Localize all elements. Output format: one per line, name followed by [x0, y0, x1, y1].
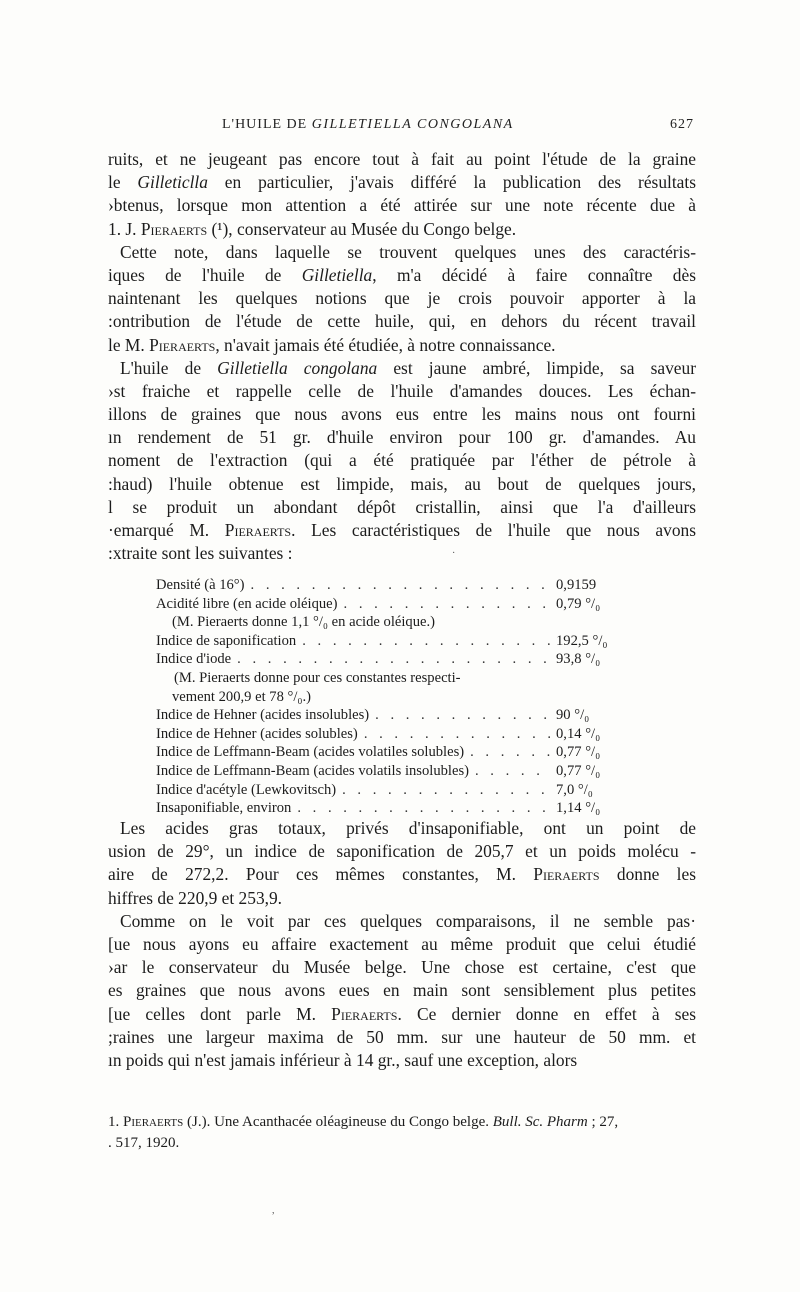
text-run: (¹), conservateur au Musée du Congo belge. [207, 218, 517, 239]
text-run: Bull. Sc. Pharm [492, 1114, 588, 1130]
table-row [156, 799, 626, 818]
print-speck: · [452, 548, 456, 559]
leader-dots [470, 743, 550, 762]
text-run: ;raines une largeur maxima de 50 mm. sur une hauteur de 50 mm. et [108, 1026, 696, 1047]
text-run: :xtraite sont les suivantes : [108, 543, 293, 564]
text-line [108, 496, 696, 519]
text-line [108, 148, 696, 171]
running-title: L'HUILE DE GILLETIELLA CONGOLANA [222, 117, 514, 132]
row-label: Indice de Leffmann-Beam (acides volatils insolubles) [156, 762, 469, 779]
row-value: 93,8 °/₀ [556, 651, 601, 668]
row-value: 90 °/₀ [556, 707, 590, 724]
text-run: Les acides gras totaux, privés d'insaponifiable, ont un point de [120, 818, 696, 838]
text-run: hiffres de 220,9 et 253,9. [108, 887, 283, 908]
text-run: donne les [599, 864, 696, 885]
row-value: 0,9159 [556, 577, 597, 593]
text-line [108, 218, 696, 241]
text-line [108, 887, 696, 910]
text-run: . 517, 1920. [108, 1135, 180, 1151]
table-row [156, 632, 626, 651]
row-label: Acidité libre (en acide oléique) [156, 595, 338, 612]
print-speck: , [272, 1205, 275, 1216]
text-run: , n'avait jamais été étudiée, à notre connaissance. [215, 334, 556, 355]
text-run: ›ar le conservateur du Musée belge. Une chose est certaine, c'est que [108, 957, 696, 978]
text-run: Comme on le voit par ces quelques comparaisons, il ne semble pas· [120, 910, 696, 931]
text-line [108, 473, 696, 496]
row-label: Indice d'iode [156, 651, 232, 668]
text-line [108, 1133, 698, 1154]
leader-dots [475, 762, 550, 781]
row-label: Indice de Hehner (acides insolubles) [156, 707, 370, 724]
table-note: (M. Pieraerts donne pour ces constantes respecti- [174, 669, 461, 686]
text-line [108, 542, 696, 565]
row-value: 0,77 °/₀ [556, 744, 601, 761]
text-run: 1. [108, 1114, 123, 1130]
text-run: aire de 272,2. Pour ces mêmes constantes, M. [108, 864, 534, 885]
text-line [108, 264, 696, 287]
leader-dots [344, 595, 550, 614]
table-row [156, 725, 626, 744]
text-run: . Ce dernier donne en effet à ses [397, 1003, 696, 1024]
text-run: [ue celles dont parle M. [108, 1003, 332, 1024]
text-line [108, 519, 696, 542]
text-line [108, 334, 696, 357]
text-line [108, 380, 696, 403]
row-value: 0,14 °/₀ [556, 725, 601, 742]
text-run: 1. J. [108, 218, 141, 239]
footnote [108, 1112, 698, 1154]
text-run: Cette note, dans laquelle se trouvent quelques unes des caractéris- [120, 241, 696, 262]
text-run: ın poids qui n'est jamais inférieur à 14 gr., sauf une exception, alors [108, 1049, 578, 1070]
text-line [108, 1112, 698, 1133]
text-run: Pieraerts [149, 334, 216, 355]
leader-dots [342, 781, 550, 800]
body-paragraphs [108, 817, 696, 1072]
text-line [108, 979, 696, 1002]
text-line [108, 403, 696, 426]
row-value: 0,79 °/₀ [556, 595, 601, 612]
text-run: illons de graines que nous avons eus entre les mains nous ont fourni [108, 404, 696, 425]
row-label: Densité (à 16°) [156, 577, 245, 593]
text-run: Pieraerts [140, 218, 208, 239]
text-line [108, 1049, 696, 1072]
text-run: Gilletiella [301, 264, 373, 285]
text-line [108, 817, 696, 840]
row-value: 0,77 °/₀ [556, 762, 601, 779]
text-line [108, 287, 696, 310]
text-run: ın rendement de 51 gr. d'huile environ pour 100 gr. d'amandes. Au [108, 427, 696, 448]
row-value: 7,0 °/₀ [556, 781, 593, 798]
text-run: naintenant les quelques notions que je crois pouvoir apporter à la [108, 288, 696, 309]
row-label: Indice de Hehner (acides solubles) [156, 725, 358, 742]
text-run: ; 27, [587, 1114, 619, 1130]
row-value: 1,14 °/₀ [556, 800, 601, 817]
text-run: l se produit un abondant dépôt cristallin, ainsi que l'a d'ailleurs [108, 496, 696, 517]
leader-dots [251, 576, 550, 595]
table-row [156, 576, 626, 595]
row-label: Indice d'acétyle (Lewkovitsch) [156, 781, 337, 798]
row-label: Indice de saponification [156, 632, 297, 649]
text-line [108, 449, 696, 472]
leader-dots [375, 706, 550, 725]
text-run: ›btenus, lorsque mon attention a été attirée sur une note récente due à [108, 195, 696, 216]
text-run: Gilleticlla [137, 172, 208, 193]
text-run: . Les caractéristiques de l'huile que nous avons [291, 520, 696, 540]
table-row [156, 706, 626, 725]
row-label: Insaponifiable, environ [156, 800, 292, 817]
text-line [108, 357, 696, 380]
text-run: Pieraerts [533, 864, 600, 885]
leader-dots [297, 799, 550, 818]
text-line [108, 194, 696, 217]
text-line [108, 933, 696, 956]
text-run: ·emarqué M. [108, 520, 225, 540]
row-label: Indice de Leffmann-Beam (acides volatiles solubles) [156, 744, 465, 761]
row-value: 192,5 °/₀ [556, 632, 608, 649]
text-run: :ontribution de l'étude de cette huile, qui, en dehors du récent travail [108, 311, 696, 332]
text-run: , m'a décidé à faire connaître dès [372, 264, 696, 285]
text-run: (J.). Une Acanthacée oléagineuse du Congo belge. [183, 1114, 493, 1130]
table-row [156, 743, 626, 762]
table-row [156, 650, 626, 669]
text-run: :haud) l'huile obtenue est limpide, mais, au bout de quelques jours, [108, 473, 696, 494]
text-line [108, 310, 696, 333]
intro-paragraphs [108, 148, 696, 565]
page-number: 627 [670, 117, 694, 132]
text-run: ruits, et ne jeugeant pas encore tout à fait au point l'étude de la graine [108, 149, 696, 169]
text-run: le M. [108, 334, 150, 355]
text-run: es graines que nous avons eues en main sont sensiblement plus petites [108, 980, 696, 1001]
text-run: L'huile de [120, 357, 218, 378]
text-line [108, 171, 696, 194]
table-row [156, 781, 626, 800]
text-run: Gilletiella congolana [217, 357, 378, 378]
text-line [108, 840, 696, 863]
text-line [108, 863, 696, 886]
text-run: noment de l'extraction (qui a été pratiquée par l'éther de pétrole à [108, 450, 696, 471]
text-line [108, 1003, 696, 1026]
text-run: le [108, 172, 138, 193]
text-line [108, 241, 696, 264]
text-run: usion de 29°, un indice de saponification de 205,7 et un poids molécu - [108, 841, 696, 862]
leader-dots [364, 725, 550, 744]
text-run: Pieraerts [123, 1114, 184, 1130]
leader-dots [237, 650, 550, 669]
table-note: vement 200,9 et 78 °/₀.) [172, 688, 311, 705]
text-run: iques de l'huile de [108, 264, 302, 285]
text-run: est jaune ambré, limpide, sa saveur [377, 357, 696, 378]
text-run: en particulier, j'avais différé la publication des résultats [207, 172, 696, 193]
text-line [108, 1026, 696, 1049]
text-run: Pieraerts [224, 520, 292, 540]
table-row [156, 762, 626, 781]
table-note: (M. Pieraerts donne 1,1 °/₀ en acide oléique.) [172, 614, 435, 631]
characteristics-table [156, 576, 626, 818]
leader-dots [302, 632, 550, 651]
text-line [108, 956, 696, 979]
text-line [108, 910, 696, 933]
text-run: ›st fraiche et rappelle celle de l'huile d'amandes douces. Les échan- [108, 380, 696, 401]
table-row [156, 595, 626, 614]
text-run: [ue nous ayons eu affaire exactement au même produit que celui étudié [108, 933, 696, 954]
text-line [108, 426, 696, 449]
text-run: Pieraerts [331, 1003, 398, 1024]
